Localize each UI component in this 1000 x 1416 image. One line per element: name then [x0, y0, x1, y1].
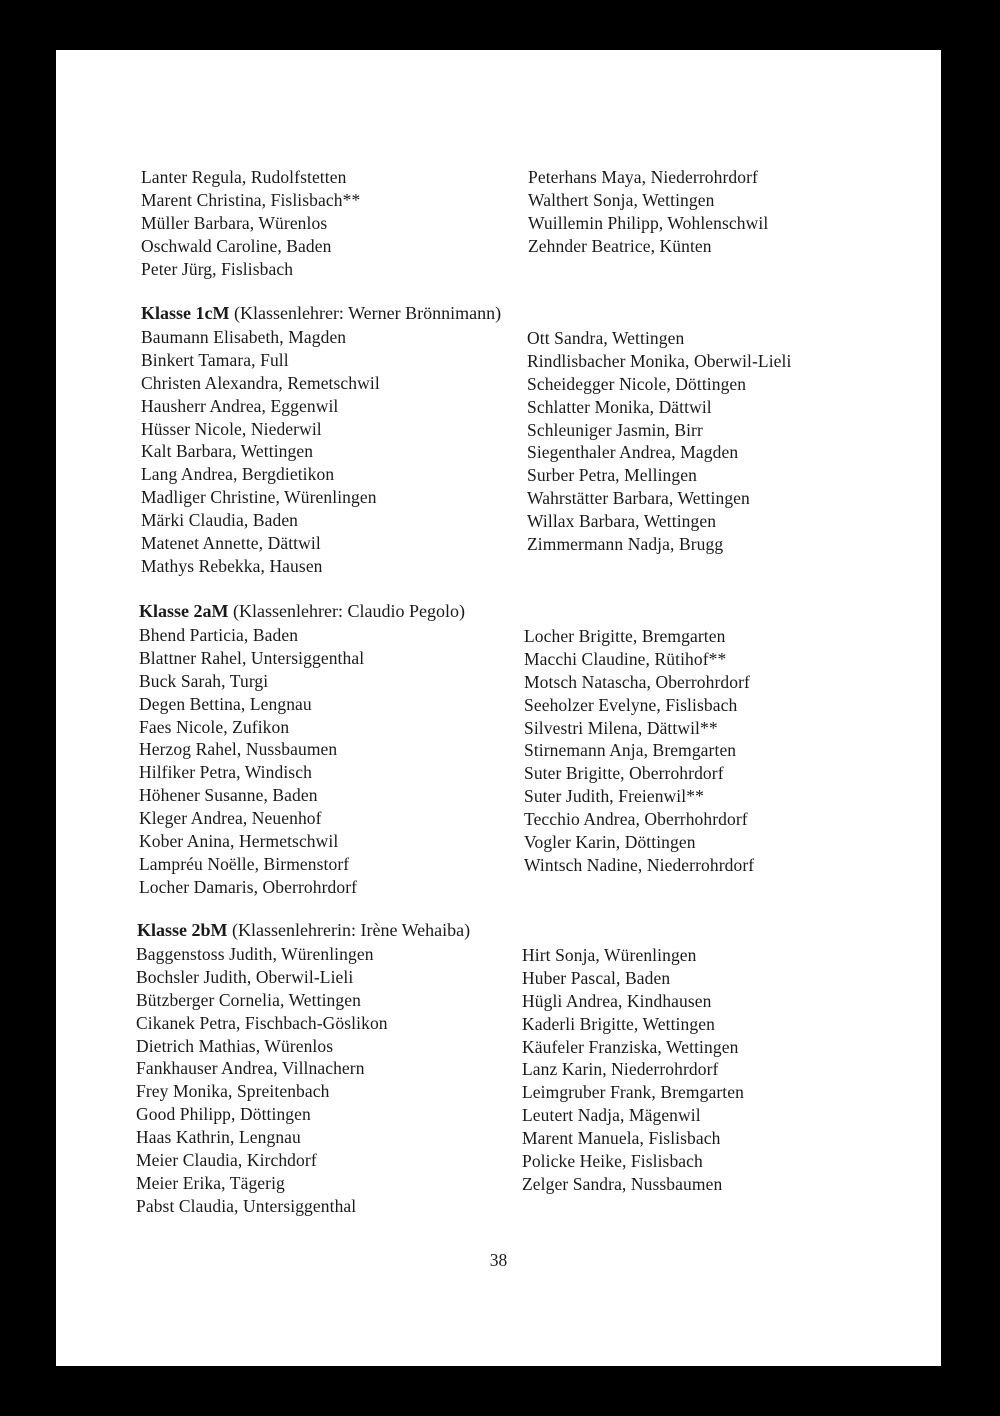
class-left-column: [136, 943, 388, 1218]
list-item: Zelger Sandra, Nussbaumen: [522, 1173, 723, 1194]
list-item: Good Philipp, Döttingen: [136, 1104, 311, 1125]
list-item: Hilfiker Petra, Windisch: [139, 762, 312, 783]
list-item: Cikanek Petra, Fischbach-Göslikon: [136, 1012, 388, 1033]
list-item: Herzog Rahel, Nussbaumen: [139, 739, 338, 760]
list-item: Buck Sarah, Turgi: [139, 670, 269, 691]
list-item: Surber Petra, Mellingen: [527, 465, 697, 486]
list-item: Frey Monika, Spreitenbach: [136, 1081, 330, 1102]
class-left-column: [139, 624, 364, 899]
list-item: Locher Damaris, Oberrohrdorf: [139, 876, 358, 897]
class-right-column: [524, 625, 754, 877]
list-item: Motsch Natascha, Oberrohrdorf: [524, 671, 750, 692]
document-page: [56, 50, 941, 1366]
list-item: Zehnder Beatrice, Künten: [528, 235, 712, 256]
list-item: Kalt Barbara, Wettingen: [141, 441, 314, 462]
list-item: Tecchio Andrea, Oberrhohrdorf: [524, 809, 748, 830]
list-item: Vogler Karin, Döttingen: [524, 832, 696, 853]
list-item: Stirnemann Anja, Bremgarten: [524, 740, 737, 761]
list-item: Hausherr Andrea, Eggenwil: [141, 395, 339, 416]
list-item: Wuillemin Philipp, Wohlenschwil: [528, 212, 769, 233]
list-item: Scheidegger Nicole, Döttingen: [527, 373, 747, 394]
list-item: Willax Barbara, Wettingen: [527, 511, 717, 532]
class-heading: [139, 600, 465, 622]
list-item: Leutert Nadja, Mägenwil: [522, 1105, 701, 1126]
list-item: Suter Judith, Freienwil**: [524, 786, 704, 807]
list-item: Faes Nicole, Zufikon: [139, 716, 290, 737]
list-item: Christen Alexandra, Remetschwil: [141, 372, 380, 393]
list-item: Silvestri Milena, Dättwil**: [524, 717, 718, 738]
list-item: Müller Barbara, Würenlos: [141, 212, 328, 233]
list-item: Matenet Annette, Dättwil: [141, 533, 321, 554]
list-item: Peterhans Maya, Niederrohrdorf: [528, 167, 758, 187]
list-item: Policke Heike, Fislisbach: [522, 1151, 703, 1172]
list-item: Bhend Particia, Baden: [139, 625, 299, 645]
list-item: Baggenstoss Judith, Würenlingen: [136, 944, 374, 964]
list-item: Schlatter Monika, Dättwil: [527, 396, 712, 417]
list-item: Baumann Elisabeth, Magden: [141, 327, 347, 347]
list-item: Wintsch Nadine, Niederrohrdorf: [524, 854, 755, 875]
list-item: Lang Andrea, Bergdietikon: [141, 464, 335, 485]
list-item: Hüsser Nicole, Niederwil: [141, 418, 322, 439]
list-item: Kaderli Brigitte, Wettingen: [522, 1013, 715, 1034]
list-item: Meier Claudia, Kirchdorf: [136, 1150, 317, 1171]
continued-left-column: [141, 166, 360, 280]
list-item: Meier Erika, Tägerig: [136, 1172, 285, 1193]
list-item: Schleuniger Jasmin, Birr: [527, 419, 703, 440]
list-item: Blattner Rahel, Untersiggenthal: [139, 647, 365, 668]
class-label: Klasse 2aM: [139, 601, 229, 621]
class-teacher: (Klassenlehrerin: Irène Wehaiba): [232, 920, 471, 940]
list-item: Ott Sandra, Wettingen: [527, 328, 685, 348]
class-left-column: [141, 326, 380, 578]
list-item: Leimgruber Frank, Bremgarten: [522, 1082, 744, 1103]
list-item: Bützberger Cornelia, Wettingen: [136, 989, 361, 1010]
list-item: Haas Kathrin, Lengnau: [136, 1127, 301, 1148]
list-item: Zimmermann Nadja, Brugg: [527, 534, 724, 555]
list-item: Fankhauser Andrea, Villnachern: [136, 1058, 365, 1079]
list-item: Kober Anina, Hermetschwil: [139, 831, 339, 852]
class-right-column: [527, 327, 791, 556]
list-item: Käufeler Franziska, Wettingen: [522, 1036, 739, 1057]
list-item: Macchi Claudine, Rütihof**: [524, 648, 727, 669]
list-item: Hirt Sonja, Würenlingen: [522, 945, 697, 965]
list-item: Peter Jürg, Fislisbach: [141, 258, 294, 279]
list-item: Walthert Sonja, Wettingen: [528, 189, 715, 210]
list-item: Rindlisbacher Monika, Oberwil-Lieli: [527, 350, 792, 371]
list-item: Madliger Christine, Würenlingen: [141, 487, 377, 508]
class-label: Klasse 2bM: [137, 920, 228, 940]
list-item: Siegenthaler Andrea, Magden: [527, 442, 739, 463]
list-item: Bochsler Judith, Oberwil-Lieli: [136, 966, 354, 987]
list-item: Binkert Tamara, Full: [141, 349, 289, 370]
list-item: Marent Christina, Fislisbach**: [141, 189, 361, 210]
list-item: Hügli Andrea, Kindhausen: [522, 990, 712, 1011]
list-item: Kleger Andrea, Neuenhof: [139, 808, 322, 829]
list-item: Suter Brigitte, Oberrohrdorf: [524, 763, 724, 784]
class-heading: [141, 302, 501, 324]
list-item: Dietrich Mathias, Würenlos: [136, 1035, 334, 1056]
list-item: Wahrstätter Barbara, Wettingen: [527, 488, 750, 509]
list-item: Märki Claudia, Baden: [141, 510, 299, 531]
list-item: Pabst Claudia, Untersiggenthal: [136, 1195, 357, 1216]
list-item: Mathys Rebekka, Hausen: [141, 555, 323, 576]
list-item: Lanz Karin, Niederrohrdorf: [522, 1059, 719, 1080]
class-teacher: (Klassenlehrer: Werner Brönnimann): [233, 303, 502, 323]
list-item: Locher Brigitte, Bremgarten: [524, 626, 726, 646]
class-right-column: [522, 944, 744, 1196]
continued-right-column: [528, 166, 768, 258]
list-item: Oschwald Caroline, Baden: [141, 235, 332, 256]
list-item: Lampréu Noëlle, Birmenstorf: [139, 853, 350, 874]
list-item: Huber Pascal, Baden: [522, 967, 671, 988]
class-heading: [137, 919, 470, 941]
list-item: Höhener Susanne, Baden: [139, 785, 318, 806]
class-teacher: (Klassenlehrer: Claudio Pegolo): [233, 601, 465, 621]
class-label: Klasse 1cM: [141, 303, 230, 323]
list-item: Lanter Regula, Rudolfstetten: [141, 167, 347, 187]
page-number: 38: [489, 1250, 508, 1270]
list-item: Degen Bettina, Lengnau: [139, 693, 312, 714]
list-item: Seeholzer Evelyne, Fislisbach: [524, 694, 738, 715]
list-item: Marent Manuela, Fislisbach: [522, 1128, 721, 1149]
